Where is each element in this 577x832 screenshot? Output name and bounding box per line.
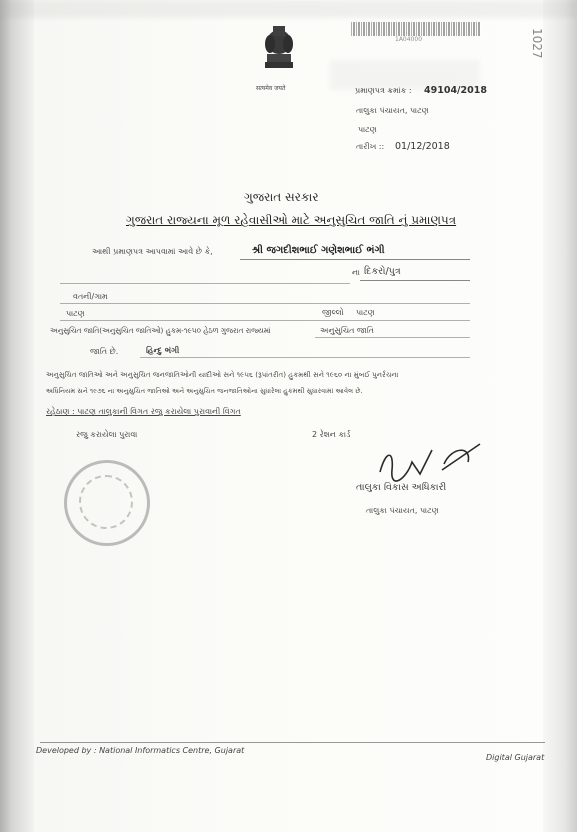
scan-shadow-right	[543, 0, 577, 832]
notification-line-2: અધિનિયમ સને ૧૯૭૬ ના અનુસુચિત જાતિઓ અને અનુસુચિત જનજાતિઓના સુધારેલા હુકમથી સુધારવામાં આવેલ છે.	[46, 387, 363, 395]
scan-shadow-left	[0, 0, 34, 832]
evidence-value: 2 રેશન કાર્ડ	[312, 430, 351, 439]
notification-line-1: અનુસુચિત જાતિઓ અને અનુસુચિત જનજાતિઓની યાદીઓ સને ૧૯૫૬ (રૂપાંતરીત) હુકમથી સને ૧૯૬૦ ના મુંબઈ પુનર્રચના	[46, 370, 399, 379]
village-label: વતની/ગામ	[73, 292, 108, 301]
issue-date: 01/12/2018	[395, 141, 450, 152]
barcode-text: 1A04000	[395, 36, 423, 43]
signatory-office: તાલુકા પંચાયત, પાટણ	[366, 506, 439, 515]
margin-note: 1027	[530, 28, 544, 59]
district-label: જીલ્લો	[322, 308, 344, 317]
certificate-heading: ગુજરાત રાજ્યના મૂળ રહેવાસીઓ માટે અનુસુચિત જાતિ નું પ્રમાણપત્ર	[126, 213, 457, 227]
caste-name-underline	[140, 357, 470, 358]
village-underline	[60, 303, 470, 304]
officer-signature	[372, 440, 492, 485]
district: પાટણ	[356, 308, 375, 317]
date-label: તારીખ ::	[356, 142, 385, 151]
caste-category-underline	[315, 337, 470, 338]
signatory-designation: તાલુકા વિકાસ અધિકારી	[356, 482, 447, 493]
caste-clause: અનુસુચિત જાતિ(અનુસુચિત જાતિઓ) હુકમ-૧૯૫૦ હેઠળ ગુજરાત રાજ્યમાં	[50, 326, 271, 335]
caste-name: હિન્દુ ભંગી	[146, 346, 180, 355]
relation: દિકરો/પુત્ર	[364, 266, 401, 277]
cert-number-label: પ્રમાણપત્ર ક્રમાંક :	[355, 86, 412, 95]
relation-underline	[360, 280, 470, 281]
office-seal-stamp	[64, 460, 150, 546]
issuing-office: તાલુકા પંચાયત, પાટણ	[356, 106, 429, 115]
scan-smudge-top	[0, 0, 577, 18]
cert-intro: આથી પ્રમાણપત્ર આપવામાં આવે છે કે,	[92, 247, 213, 256]
national-emblem-icon	[259, 24, 299, 82]
footer-brand: Digital Gujarat	[486, 753, 545, 762]
applicant-name: શ્રી જગદીશભાઈ ગણેશભાઈ ભંગી	[252, 245, 385, 256]
emblem-caption: सत्यमेव जयते	[256, 85, 286, 92]
barcode	[351, 22, 481, 36]
applicant-underline	[240, 259, 470, 260]
caste-label: જાતિ છે.	[90, 347, 119, 356]
footer-developer: Developed by : National Informatics Centre, Gujarat	[36, 746, 245, 755]
government-title: ગુજરાત સરકાર	[244, 190, 319, 204]
residence-line: રહેઠાણ : પાટણ તાલુકાની વિગત રજુ કરાયેલા પુરાવાની વિગત	[46, 407, 241, 416]
caste-category: અનુસુચિત જાતિ	[320, 326, 374, 335]
relation-prefix: ના	[352, 268, 360, 277]
blank-line	[60, 283, 350, 284]
taluka: પાટણ	[66, 309, 85, 318]
footer-rule	[40, 742, 545, 743]
issuing-place: પાટણ	[358, 125, 377, 134]
evidence-label: રજુ કરાયેલા પુરાવા	[76, 430, 138, 439]
cert-number: 49104/2018	[424, 85, 487, 96]
district-underline	[60, 320, 470, 321]
